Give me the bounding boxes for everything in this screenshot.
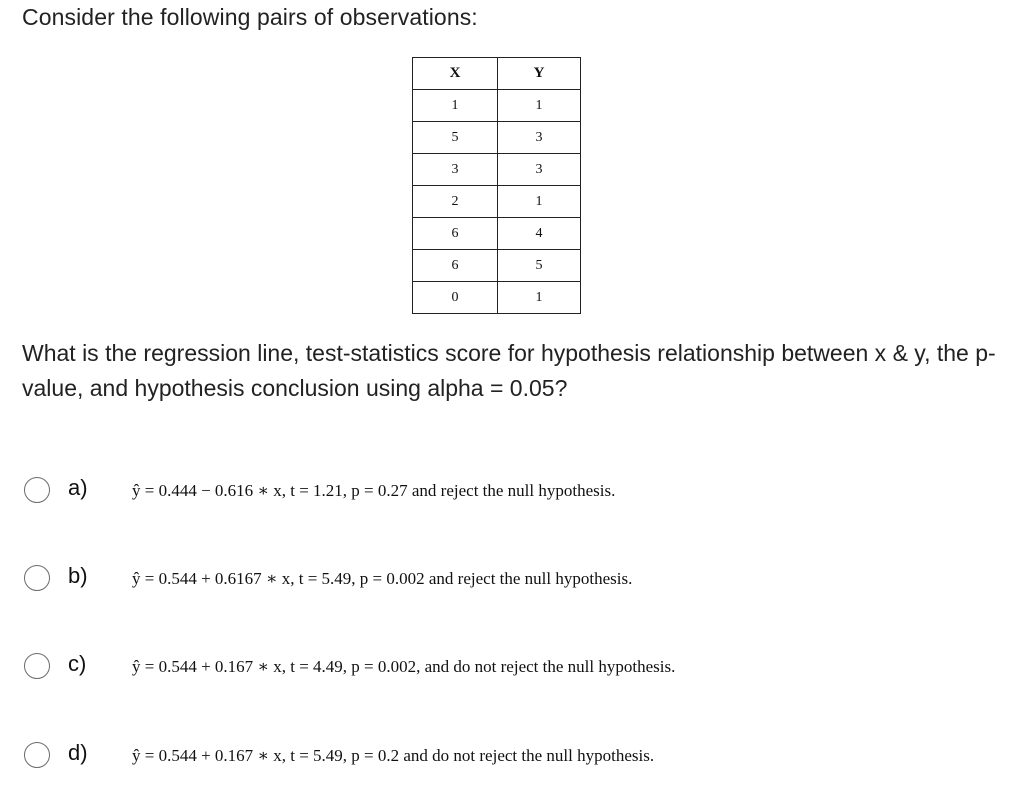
- answer-option-a[interactable]: [24, 474, 984, 508]
- table-cell-y: 1: [498, 186, 581, 218]
- table-cell-x: 2: [413, 186, 498, 218]
- option-letter-d: d): [68, 740, 88, 765]
- table-cell-x: 3: [413, 154, 498, 186]
- answer-option-b[interactable]: [24, 562, 984, 596]
- table-row: [413, 186, 581, 218]
- table-row: [413, 154, 581, 186]
- question-text: What is the regression line, test-statistics score for hypothesis relationship between x & y, the p-value, and hypothesis conclusion using alpha = 0.05?: [22, 340, 996, 401]
- answer-option-d[interactable]: [24, 739, 984, 773]
- table-cell-y: 3: [498, 122, 581, 154]
- column-header-y: Y: [498, 58, 581, 90]
- table-cell-x: 0: [413, 282, 498, 314]
- option-text-b: ŷ = 0.544 + 0.6167 ∗ x, t = 5.49, p = 0.002 and reject the null hypothesis.: [132, 569, 633, 588]
- table-row: [413, 250, 581, 282]
- table-cell-x: 6: [413, 250, 498, 282]
- table-cell-y: 4: [498, 218, 581, 250]
- table-cell-y: 5: [498, 250, 581, 282]
- table-cell-x: 6: [413, 218, 498, 250]
- radio-button-a[interactable]: [24, 477, 50, 503]
- answer-option-c[interactable]: [24, 650, 984, 684]
- option-text-d: ŷ = 0.544 + 0.167 ∗ x, t = 5.49, p = 0.2 and do not reject the null hypothesis.: [132, 746, 655, 765]
- option-text-a: ŷ = 0.444 − 0.616 ∗ x, t = 1.21, p = 0.27 and reject the null hypothesis.: [132, 481, 616, 500]
- radio-button-c[interactable]: [24, 653, 50, 679]
- table-cell-y: 1: [498, 282, 581, 314]
- observations-table: [412, 57, 581, 314]
- table-cell-x: 1: [413, 90, 498, 122]
- option-text-c: ŷ = 0.544 + 0.167 ∗ x, t = 4.49, p = 0.002, and do not reject the null hypothesis.: [132, 657, 676, 676]
- option-letter-a: a): [68, 475, 88, 500]
- option-letter-b: b): [68, 563, 88, 588]
- table-row: [413, 282, 581, 314]
- column-header-x: X: [413, 58, 498, 90]
- option-letter-c: c): [68, 651, 87, 676]
- table-cell-y: 1: [498, 90, 581, 122]
- table-cell-x: 5: [413, 122, 498, 154]
- table-row: [413, 218, 581, 250]
- radio-button-b[interactable]: [24, 565, 50, 591]
- table-cell-y: 3: [498, 154, 581, 186]
- table-row: [413, 122, 581, 154]
- table-header-row: [413, 58, 581, 90]
- prompt-text: Consider the following pairs of observations:: [22, 4, 478, 30]
- table-row: [413, 90, 581, 122]
- radio-button-d[interactable]: [24, 742, 50, 768]
